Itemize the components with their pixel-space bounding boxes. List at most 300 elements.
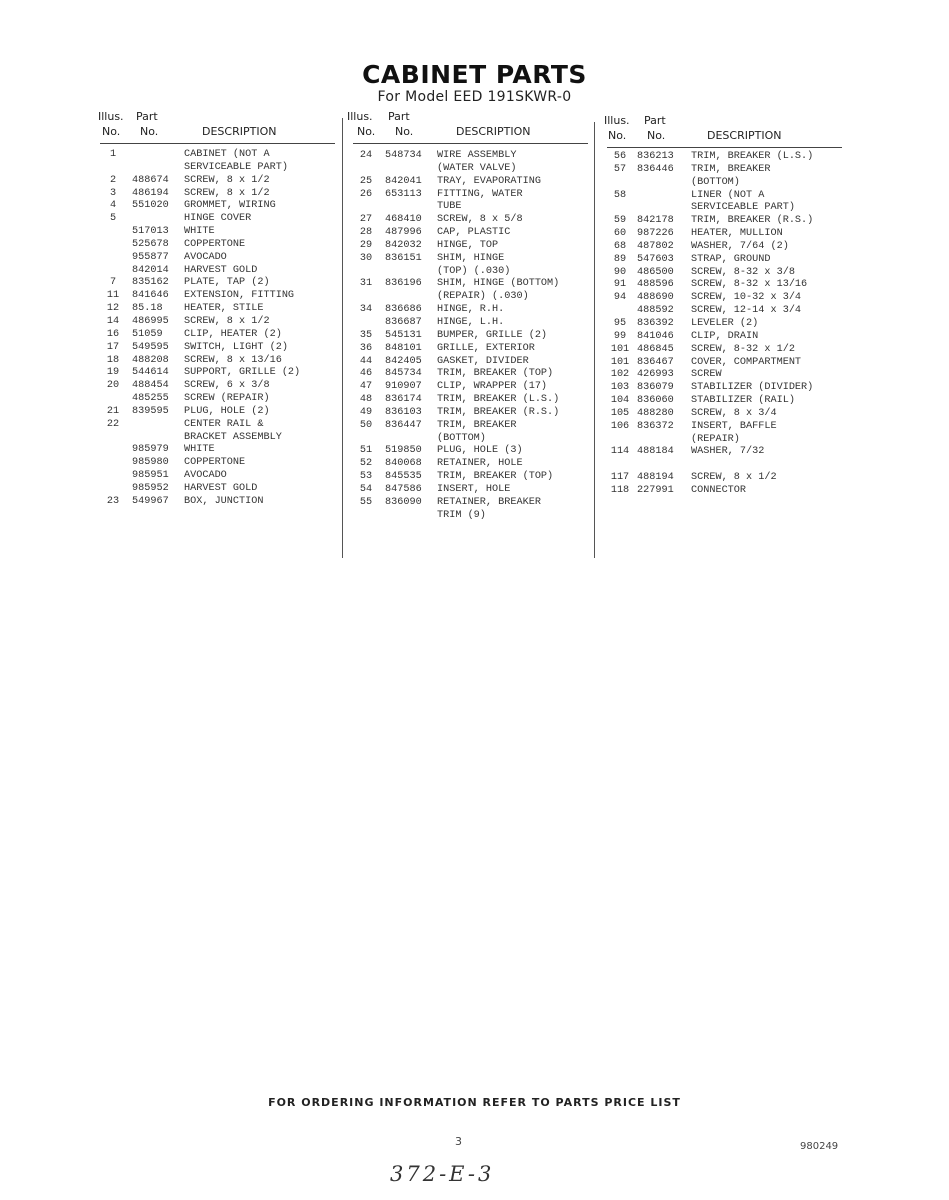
table-row (607, 408, 842, 421)
illus-number: 59 (613, 215, 627, 227)
illus-number: 5 (109, 213, 117, 225)
illus-number: 102 (610, 369, 630, 381)
part-number: 842041 (385, 175, 422, 187)
table-row (100, 393, 335, 406)
part-number: 488592 (637, 305, 674, 317)
part-number: 840068 (385, 458, 422, 470)
illus-number: 118 (610, 484, 630, 496)
illus-number: 106 (610, 420, 630, 432)
illus-number: 14 (106, 315, 120, 327)
table-row (607, 382, 842, 395)
table-row (607, 434, 842, 447)
part-description: HINGE, R.H. (437, 304, 505, 316)
illus-number: 26 (359, 188, 373, 200)
part-description: SCREW, 6 x 3/8 (184, 380, 270, 392)
table-row (607, 151, 842, 164)
part-number: 488208 (132, 354, 169, 366)
part-description: WHITE (184, 226, 215, 238)
part-description: HARVEST GOLD (184, 264, 258, 276)
part-description: CABINET (NOT A (184, 149, 270, 160)
illus-number: 19 (106, 367, 120, 379)
part-no-label: No. (395, 125, 414, 138)
table-row (607, 254, 842, 267)
illus-number: 117 (610, 472, 630, 484)
part-number: 548734 (385, 150, 422, 161)
table-row (353, 176, 588, 189)
illus-number: 29 (359, 239, 373, 251)
illus-number: 22 (106, 418, 120, 430)
table-row (607, 267, 842, 280)
part-number: 839595 (132, 405, 169, 417)
page-title: CABINET PARTS (362, 60, 587, 89)
part-number: 910907 (385, 381, 422, 393)
illus-number: 68 (613, 240, 627, 252)
table-row (100, 483, 335, 496)
illus-number: 57 (613, 163, 627, 175)
part-description: BUMPER, GRILLE (2) (437, 329, 548, 341)
table-row (607, 292, 842, 305)
illus-number: 30 (359, 252, 373, 264)
part-description: TRIM, BREAKER (R.S.) (691, 215, 814, 227)
table-row (353, 304, 588, 317)
table-row (353, 266, 588, 279)
illus-label: Illus. (347, 110, 373, 123)
part-number: 842405 (385, 355, 422, 367)
part-description: CLIP, DRAIN (691, 330, 759, 342)
part-number: 486194 (132, 187, 169, 199)
illus-number: 49 (359, 406, 373, 418)
part-description: WIRE ASSEMBLY (437, 150, 517, 161)
table-row (607, 485, 842, 498)
table-row (100, 265, 335, 278)
part-description: TRIM, BREAKER (691, 163, 771, 175)
part-number: 836687 (385, 316, 422, 328)
part-description: COPPERTONE (184, 238, 246, 250)
part-number: 836686 (385, 304, 422, 316)
part-description: PLUG, HOLE (2) (184, 405, 270, 417)
table-row (353, 510, 588, 523)
table-row (607, 164, 842, 177)
illus-number: 103 (610, 382, 630, 394)
part-number: 836392 (637, 317, 674, 329)
part-number: 836103 (385, 406, 422, 418)
part-description: GRILLE, EXTERIOR (437, 342, 535, 354)
part-description: SCREW, 8 x 1/2 (184, 174, 270, 186)
part-description: TRIM, BREAKER (TOP) (437, 368, 554, 380)
part-number: 488674 (132, 174, 169, 186)
part-description: HEATER, MULLION (691, 228, 783, 240)
part-description: SCREW, 8-32 x 1/2 (691, 343, 795, 355)
illus-number: 25 (359, 175, 373, 187)
illus-number: 23 (106, 495, 120, 507)
table-row (100, 444, 335, 457)
part-description: (REPAIR) (691, 433, 740, 445)
part-number: 955877 (132, 251, 169, 263)
table-row (100, 470, 335, 483)
part-number: 845734 (385, 368, 422, 380)
part-description: SCREW, 8 x 5/8 (437, 214, 523, 226)
part-number: 836174 (385, 394, 422, 406)
table-row (100, 355, 335, 368)
parts-column-3 (604, 114, 842, 498)
part-description: SERVICEABLE PART) (184, 161, 288, 173)
table-row (353, 291, 588, 304)
illus-number: 114 (610, 446, 630, 458)
part-description: FITTING, WATER (437, 188, 523, 200)
illus-number: 12 (106, 303, 120, 315)
part-number: 848101 (385, 342, 422, 354)
table-row (100, 162, 335, 175)
table-row (607, 446, 842, 459)
page-number: 3 (455, 1135, 462, 1148)
part-number: 488280 (637, 407, 674, 419)
header-rule (607, 147, 842, 148)
table-row (353, 189, 588, 202)
table-row (100, 419, 335, 432)
description-label: DESCRIPTION (456, 125, 531, 138)
part-description: SERVICEABLE PART) (691, 202, 795, 214)
illus-number: 16 (106, 328, 120, 340)
column-divider (342, 118, 343, 558)
part-description: WHITE (184, 444, 215, 456)
part-description: (REPAIR) (.030) (437, 291, 529, 303)
part-description: AVOCADO (184, 251, 227, 263)
part-number: 51059 (132, 328, 163, 340)
part-description: RETAINER, BREAKER (437, 496, 541, 508)
handwritten-note: 372-E-3 (390, 1162, 495, 1186)
part-number: 845535 (385, 471, 422, 483)
table-row (353, 484, 588, 497)
part-number: 985952 (132, 482, 169, 494)
part-description: BRACKET ASSEMBLY (184, 431, 282, 443)
table-row (100, 252, 335, 265)
part-description: WASHER, 7/32 (691, 446, 765, 458)
part-description: INSERT, BAFFLE (691, 420, 777, 432)
part-number: 841646 (132, 290, 169, 302)
table-row (607, 177, 842, 190)
part-description: LEVELER (2) (691, 317, 759, 329)
illus-number: 51 (359, 445, 373, 457)
part-description: TUBE (437, 201, 462, 213)
part-description: GROMMET, WIRING (184, 200, 276, 212)
table-row (100, 406, 335, 419)
illus-number: 94 (613, 292, 627, 304)
table-row (353, 471, 588, 484)
table-row (353, 278, 588, 291)
illus-number: 58 (613, 189, 627, 201)
parts-list (353, 150, 588, 522)
illus-number: 52 (359, 458, 373, 470)
header-rule (100, 143, 335, 144)
part-number: 486845 (637, 343, 674, 355)
illus-number: 17 (106, 341, 120, 353)
part-number: 487802 (637, 240, 674, 252)
part-description: HINGE, TOP (437, 239, 499, 251)
part-number: 488690 (637, 292, 674, 304)
part-description: RETAINER, HOLE (437, 458, 523, 470)
part-description: STABILIZER (RAIL) (691, 395, 795, 407)
illus-number: 105 (610, 407, 630, 419)
part-description: CONNECTOR (691, 484, 747, 496)
part-number: 544614 (132, 367, 169, 379)
part-number: 545131 (385, 329, 422, 341)
illus-number: 50 (359, 419, 373, 431)
part-number: 836213 (637, 151, 674, 162)
part-description: AVOCADO (184, 470, 227, 482)
table-row (353, 240, 588, 253)
part-description: GASKET, DIVIDER (437, 355, 529, 367)
part-description: TRIM, BREAKER (L.S.) (691, 151, 814, 162)
part-number: 836446 (637, 163, 674, 175)
part-number: 85.18 (132, 303, 163, 315)
illus-number: 34 (359, 304, 373, 316)
illus-no-label: No. (608, 129, 627, 142)
illus-number: 7 (109, 277, 117, 289)
part-number: 547603 (637, 253, 674, 265)
table-row (353, 253, 588, 266)
table-row (607, 472, 842, 485)
illus-number: 21 (106, 405, 120, 417)
illus-number: 55 (359, 496, 373, 508)
table-row (607, 228, 842, 241)
illus-number: 90 (613, 266, 627, 278)
part-description: HARVEST GOLD (184, 482, 258, 494)
table-row (607, 318, 842, 331)
part-description: LINER (NOT A (691, 189, 765, 201)
table-row (100, 188, 335, 201)
part-number: 653113 (385, 188, 422, 200)
table-row (100, 290, 335, 303)
part-number: 488596 (637, 279, 674, 291)
part-number: 836467 (637, 356, 674, 368)
part-description: SCREW, 8 x 1/2 (184, 187, 270, 199)
part-description: SCREW, 10-32 x 3/4 (691, 292, 802, 304)
description-label: DESCRIPTION (707, 129, 782, 142)
parts-column-2 (347, 110, 588, 522)
table-row (607, 241, 842, 254)
table-row (100, 367, 335, 380)
illus-number: 20 (106, 380, 120, 392)
part-description: EXTENSION, FITTING (184, 290, 295, 302)
table-row (607, 369, 842, 382)
table-row (607, 395, 842, 408)
illus-number: 101 (610, 343, 630, 355)
table-row (607, 305, 842, 318)
illus-number: 56 (613, 151, 627, 162)
illus-number: 48 (359, 394, 373, 406)
table-row (353, 381, 588, 394)
illus-number: 3 (109, 187, 117, 199)
table-row (353, 201, 588, 214)
table-row (353, 317, 588, 330)
part-description: SCREW, 8 x 1/2 (184, 315, 270, 327)
table-row (353, 214, 588, 227)
part-number: 836447 (385, 419, 422, 431)
illus-number: 1 (109, 149, 117, 160)
part-number: 985951 (132, 470, 169, 482)
table-row (100, 239, 335, 252)
part-number: 485255 (132, 393, 169, 405)
part-description: TRIM, BREAKER (L.S.) (437, 394, 560, 406)
part-number: 488454 (132, 380, 169, 392)
part-label: Part (136, 110, 158, 123)
parts-column-1 (100, 110, 335, 509)
part-description: SCREW, 8 x 13/16 (184, 354, 282, 366)
illus-number: 53 (359, 471, 373, 483)
illus-no-label: No. (102, 125, 121, 138)
part-number: 468410 (385, 214, 422, 226)
part-description: SCREW, 8-32 x 3/8 (691, 266, 795, 278)
part-number: 519850 (385, 445, 422, 457)
illus-number: 60 (613, 228, 627, 240)
part-description: STABILIZER (DIVIDER) (691, 382, 814, 394)
table-row (353, 445, 588, 458)
table-row (100, 213, 335, 226)
part-number: 488184 (637, 446, 674, 458)
illus-number: 36 (359, 342, 373, 354)
illus-number: 91 (613, 279, 627, 291)
part-number: 227991 (637, 484, 674, 496)
part-label: Part (644, 114, 666, 127)
table-row (353, 420, 588, 433)
part-description: TRAY, EVAPORATING (437, 175, 541, 187)
illus-number: 46 (359, 368, 373, 380)
table-row (100, 175, 335, 188)
table-row (100, 200, 335, 213)
table-row (353, 497, 588, 510)
part-number: 486500 (637, 266, 674, 278)
part-description: (TOP) (.030) (437, 265, 511, 277)
part-label: Part (388, 110, 410, 123)
illus-number: 27 (359, 214, 373, 226)
part-description: SHIM, HINGE (BOTTOM) (437, 278, 560, 290)
table-row (607, 344, 842, 357)
part-description: SUPPORT, GRILLE (2) (184, 367, 301, 379)
part-description: (WATER VALVE) (437, 162, 517, 174)
part-number: 842178 (637, 215, 674, 227)
part-number: 847586 (385, 483, 422, 495)
illus-number: 44 (359, 355, 373, 367)
part-description: TRIM, BREAKER (TOP) (437, 471, 554, 483)
part-description: CAP, PLASTIC (437, 227, 511, 239)
illus-number: 47 (359, 381, 373, 393)
table-row (353, 368, 588, 381)
part-number: 486995 (132, 315, 169, 327)
illus-number: 95 (613, 317, 627, 329)
table-row (353, 458, 588, 471)
part-number: 841046 (637, 330, 674, 342)
part-description: HINGE COVER (184, 213, 252, 225)
part-description: COPPERTONE (184, 457, 246, 469)
table-row (353, 163, 588, 176)
part-number: 549595 (132, 341, 169, 353)
table-row (100, 432, 335, 445)
illus-number: 104 (610, 395, 630, 407)
illus-number: 35 (359, 329, 373, 341)
part-number: 525678 (132, 238, 169, 250)
illus-label: Illus. (98, 110, 124, 123)
part-number: 987226 (637, 228, 674, 240)
part-description: SHIM, HINGE (437, 252, 505, 264)
part-number: 985979 (132, 444, 169, 456)
part-description: SCREW (REPAIR) (184, 393, 270, 405)
part-description: SWITCH, LIGHT (2) (184, 341, 288, 353)
part-description: TRIM (9) (437, 509, 486, 521)
part-description: (BOTTOM) (437, 432, 486, 444)
table-row (353, 343, 588, 356)
document-code: 980249 (800, 1141, 839, 1152)
part-description: SCREW, 8-32 x 13/16 (691, 279, 808, 291)
part-no-label: No. (647, 129, 666, 142)
part-description: STRAP, GROUND (691, 253, 771, 265)
table-row (100, 329, 335, 342)
part-description: TRIM, BREAKER (437, 419, 517, 431)
table-row (100, 496, 335, 509)
part-number: 836079 (637, 382, 674, 394)
table-row (353, 433, 588, 446)
part-no-label: No. (140, 125, 159, 138)
part-description: SCREW (691, 369, 722, 381)
part-description: HINGE, L.H. (437, 316, 505, 328)
part-description: HEATER, STILE (184, 303, 264, 315)
ordering-note: FOR ORDERING INFORMATION REFER TO PARTS PRICE LIST (268, 1096, 681, 1109)
table-row (100, 316, 335, 329)
column-header (347, 110, 588, 144)
part-number: 517013 (132, 226, 169, 238)
parts-list (100, 149, 335, 509)
part-number: 488194 (637, 472, 674, 484)
illus-number: 28 (359, 227, 373, 239)
part-description: (BOTTOM) (691, 176, 740, 188)
table-row (607, 202, 842, 215)
part-number: 836060 (637, 395, 674, 407)
parts-list (607, 151, 842, 498)
illus-number: 31 (359, 278, 373, 290)
illus-number: 4 (109, 200, 117, 212)
part-description: CLIP, WRAPPER (17) (437, 381, 548, 393)
part-number: 842014 (132, 264, 169, 276)
part-description: PLUG, HOLE (3) (437, 445, 523, 457)
table-row (353, 150, 588, 163)
part-description: SCREW, 12-14 x 3/4 (691, 305, 802, 317)
part-description: CENTER RAIL & (184, 418, 264, 430)
part-description: TRIM, BREAKER (R.S.) (437, 406, 560, 418)
part-number: 836151 (385, 252, 422, 264)
illus-no-label: No. (357, 125, 376, 138)
table-row (607, 421, 842, 434)
table-row (607, 357, 842, 370)
table-row (100, 303, 335, 316)
illus-number: 101 (610, 356, 630, 368)
table-row (100, 457, 335, 470)
table-row (100, 342, 335, 355)
part-number: 426993 (637, 369, 674, 381)
part-description: CLIP, HEATER (2) (184, 328, 282, 340)
illus-number: 54 (359, 483, 373, 495)
table-row (100, 380, 335, 393)
part-number: 836090 (385, 496, 422, 508)
part-description: SCREW, 8 x 1/2 (691, 472, 777, 484)
table-row (607, 190, 842, 203)
header-rule (353, 143, 588, 144)
table-row (607, 279, 842, 292)
part-description: COVER, COMPARTMENT (691, 356, 802, 368)
part-number: 842032 (385, 239, 422, 251)
column-divider (594, 122, 595, 558)
part-description: PLATE, TAP (2) (184, 277, 270, 289)
part-description: INSERT, HOLE (437, 483, 511, 495)
table-row (353, 407, 588, 420)
